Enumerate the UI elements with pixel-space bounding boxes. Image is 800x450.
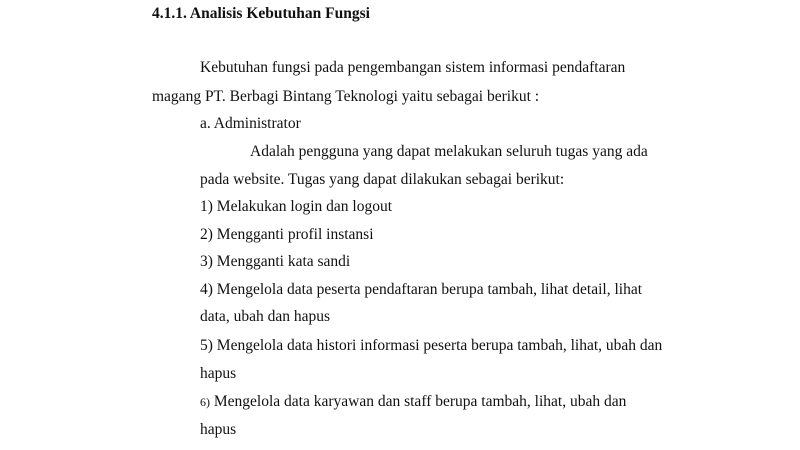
- subsection-title-administrator: a. Administrator: [200, 115, 301, 132]
- list-item-6-continuation: hapus: [200, 421, 237, 438]
- list-item-5: [200, 336, 662, 356]
- list-item-6: [200, 392, 626, 412]
- list-item-5-continuation: hapus: [200, 365, 237, 382]
- list-item-text: Mengganti kata sandi: [216, 253, 351, 270]
- list-item-number: 1): [200, 198, 213, 215]
- list-item-3: [200, 252, 350, 272]
- list-item-1: [200, 197, 392, 217]
- intro-line-2: magang PT. Berbagi Bintang Teknologi yaitu sebagai berikut :: [152, 88, 540, 105]
- list-item-4-continuation: data, ubah dan hapus: [200, 308, 330, 325]
- section-heading: 4.1.1. Analisis Kebutuhan Fungsi: [152, 5, 370, 22]
- list-item-number: 3): [200, 253, 213, 270]
- list-item-text: Mengelola data histori informasi peserta berupa tambah, lihat, ubah dan: [216, 337, 663, 354]
- list-item-text: Mengganti profil instansi: [216, 226, 374, 243]
- list-item-number: 4): [200, 281, 213, 298]
- list-item-text: Mengelola data karyawan dan staff berupa tambah, lihat, ubah dan: [213, 393, 627, 410]
- list-item-4: [200, 280, 642, 300]
- administrator-description-line-2: pada website. Tugas yang dapat dilakukan sebagai berikut:: [200, 171, 565, 188]
- list-item-text: Melakukan login dan logout: [216, 198, 393, 215]
- list-item-number: 2): [200, 226, 213, 243]
- list-item-text: Mengelola data peserta pendaftaran berupa tambah, lihat detail, lihat: [216, 281, 643, 298]
- list-item-number: 5): [200, 337, 213, 354]
- list-item-number: 6): [200, 395, 210, 409]
- intro-line-1: Kebutuhan fungsi pada pengembangan sistem informasi pendaftaran: [200, 59, 626, 76]
- administrator-description-line-1: Adalah pengguna yang dapat melakukan seluruh tugas yang ada: [250, 143, 648, 160]
- list-item-2: [200, 225, 374, 245]
